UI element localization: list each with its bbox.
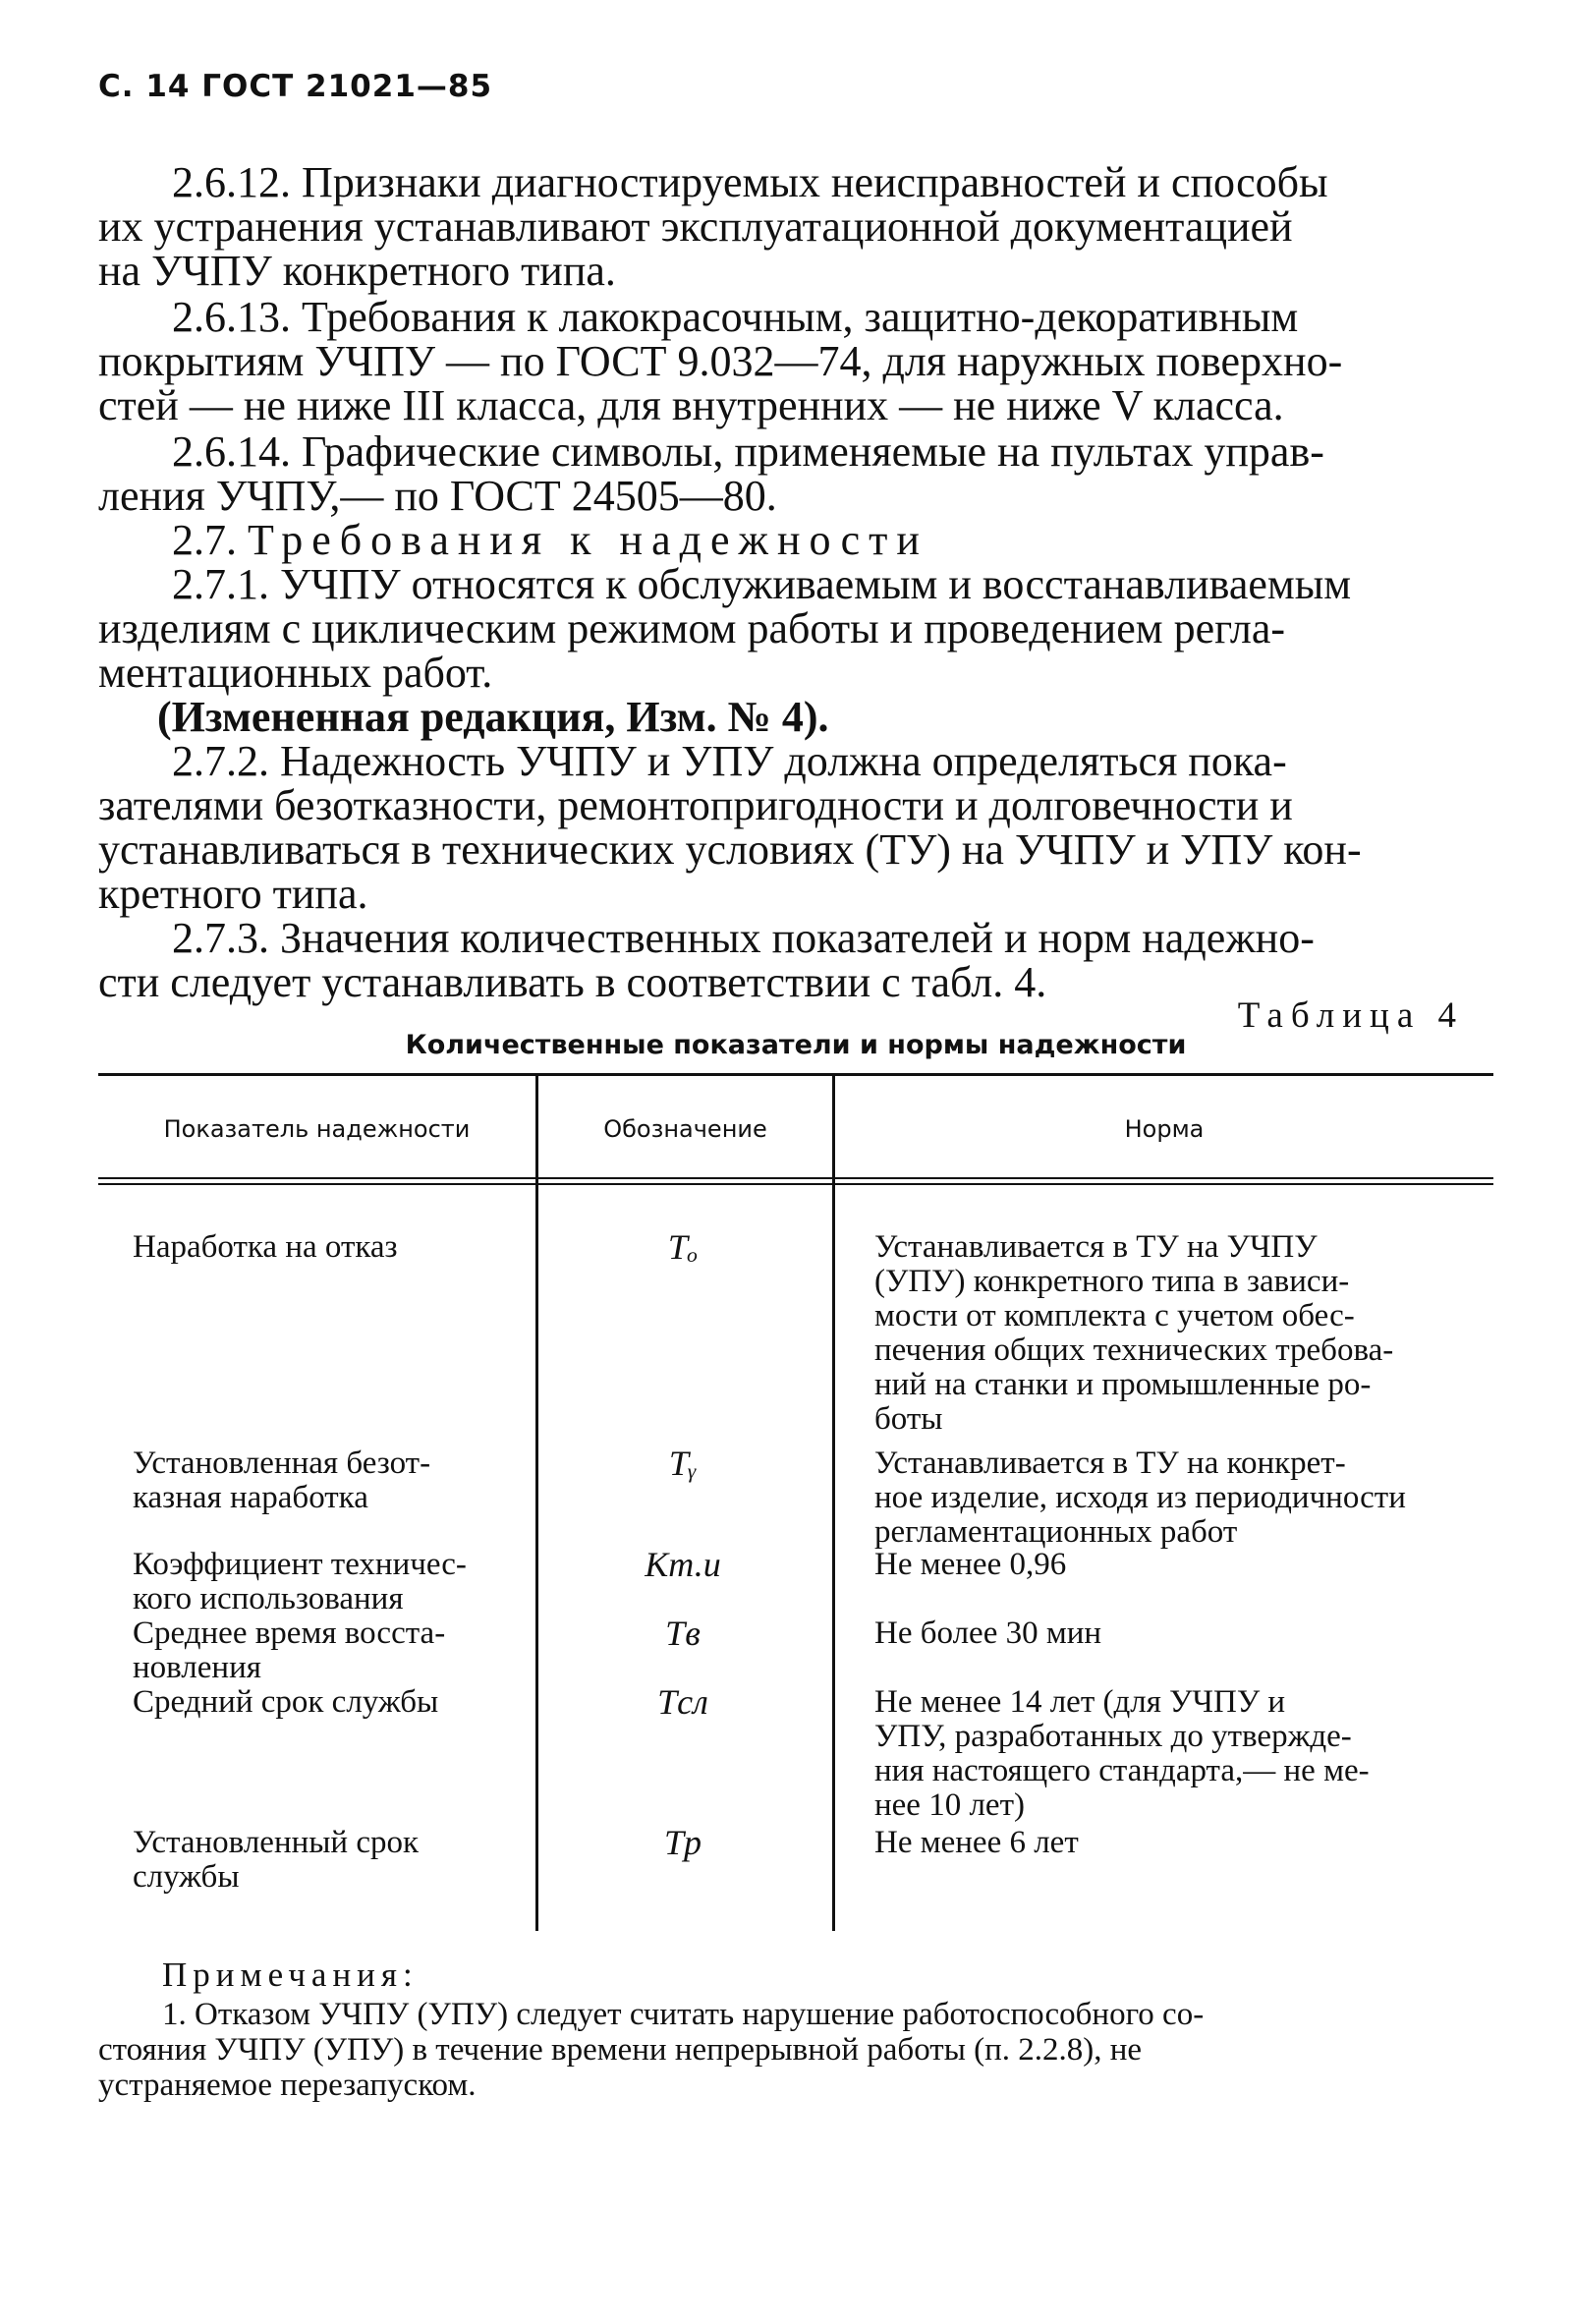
cell-line: Не менее 6 лет [874, 1825, 1079, 1860]
table-cell-norm [874, 1826, 1493, 1860]
notes-heading: Примечания: [162, 1956, 419, 1994]
page-header: С. 14 ГОСТ 21021—85 [98, 69, 493, 104]
table-cell-norm [874, 1616, 1493, 1651]
text-line: сти следует устанавливать в соответствии с табл. 4. [98, 958, 1047, 1006]
table-cell-indicator [133, 1548, 516, 1616]
cell-line: Не более 30 мин [874, 1615, 1102, 1651]
note-line: 1. Отказом УЧПУ (УПУ) следует считать нарушение работоспособного со- [162, 1997, 1205, 2032]
cell-line: новления [133, 1650, 261, 1685]
paragraph-2-7-1 [98, 562, 1493, 695]
text-line: ментационных работ. [98, 649, 493, 697]
table-cell-symbol: Tв [665, 1614, 701, 1653]
cell-line: мости от комплекта с учетом обес- [874, 1298, 1355, 1333]
note-line: устраняемое перезапуском. [98, 2068, 477, 2103]
table-title: Количественные показатели и нормы надежности [405, 1030, 1187, 1060]
cell-line: регламентационных работ [874, 1514, 1238, 1550]
text-line: 2.7.1. УЧПУ относятся к обслуживаемым и восстанавливаемым [172, 560, 1352, 608]
section-number: 2.7. [172, 516, 237, 564]
cell-line: УПУ, разработанных до утвержде- [874, 1719, 1352, 1754]
paragraph-2-6-12 [98, 160, 1493, 293]
cell-line: печения общих технических требова- [874, 1332, 1394, 1368]
table-cell-symbol: Tᵧ [668, 1444, 698, 1483]
table-top-rule [98, 1073, 1493, 1076]
cell-line: Не менее 0,96 [874, 1547, 1067, 1582]
column-header-indicator: Показатель надежности [163, 1115, 471, 1143]
table-cell-symbol: Tсл [657, 1682, 708, 1722]
section-title: Требования к надежности [248, 516, 928, 564]
header-rule [98, 1177, 1493, 1179]
table-cell-symbol: Kт.и [645, 1545, 721, 1584]
text-line: устанавливаться в технических условиях (ТУ) на УЧПУ и УПУ кон- [98, 825, 1362, 874]
text-line: 2.6.13. Требования к лакокрасочным, защитно-декоративным [172, 293, 1299, 341]
text-line: 2.6.12. Признаки диагностируемых неисправностей и способы [172, 158, 1328, 206]
table-label: Таблица 4 [1237, 995, 1464, 1036]
cell-line: Установленная безот- [133, 1445, 431, 1481]
text-line: на УЧПУ конкретного типа. [98, 247, 616, 295]
table-cell-norm [874, 1548, 1493, 1582]
table-cell-indicator [133, 1616, 516, 1685]
cell-line: ное изделие, исходя из периодичности [874, 1480, 1406, 1515]
cell-line: Среднее время восста- [133, 1615, 446, 1651]
text-line: 2.6.14. Графические символы, применяемые на пультах управ- [172, 427, 1324, 476]
cell-line: боты [874, 1401, 943, 1437]
cell-line: Устанавливается в ТУ на конкрет- [874, 1445, 1346, 1481]
text-line: изделиям с циклическим режимом работы и проведением регла- [98, 604, 1286, 652]
cell-line: службы [133, 1859, 240, 1895]
text-line: их устранения устанавливают эксплуатационной документацией [98, 202, 1293, 251]
column-divider [535, 1076, 538, 1931]
table-cell-norm [874, 1446, 1493, 1550]
table-cell-indicator [133, 1230, 516, 1265]
column-divider [832, 1076, 835, 1931]
cell-line: ний на станки и промышленные ро- [874, 1367, 1372, 1402]
amendment-note [98, 695, 1493, 739]
table-cell-symbol: Tр [663, 1823, 702, 1862]
text-line: 2.7.3. Значения количественных показателей и норм надежно- [172, 914, 1315, 962]
table-cell-norm [874, 1230, 1493, 1437]
cell-line: Наработка на отказ [133, 1229, 398, 1265]
paragraph-2-6-14 [98, 429, 1493, 518]
text-line: (Измененная редакция, Изм. № 4). [157, 693, 829, 741]
text-line: кретного типа. [98, 870, 368, 918]
table-cell-indicator [133, 1826, 516, 1895]
cell-line: Установленный срок [133, 1825, 420, 1860]
text-line: 2.7.2. Надежность УЧПУ и УПУ должна определяться пока- [172, 737, 1287, 785]
text-line: ления УЧПУ,— по ГОСТ 24505—80. [98, 472, 777, 520]
table-cell-indicator [133, 1446, 516, 1515]
notes-text [98, 1997, 1493, 2103]
section-heading-2-7 [98, 518, 1493, 562]
cell-line: Не менее 14 лет (для УЧПУ и [874, 1684, 1286, 1720]
cell-line: Средний срок службы [133, 1684, 439, 1720]
cell-line: казная наработка [133, 1480, 368, 1515]
table-cell-symbol: Tₒ [667, 1227, 699, 1267]
cell-line: нее 10 лет) [874, 1787, 1025, 1823]
table-cell-norm [874, 1685, 1493, 1823]
text-line: стей — не ниже III класса, для внутренних — не ниже V класса. [98, 381, 1284, 429]
header-rule-double [98, 1183, 1493, 1185]
cell-line: (УПУ) конкретного типа в зависи- [874, 1264, 1350, 1299]
cell-line: кого использования [133, 1581, 404, 1616]
paragraph-2-7-3 [98, 916, 1493, 1004]
note-line: стояния УЧПУ (УПУ) в течение времени непрерывной работы (п. 2.2.8), не [98, 2032, 1143, 2068]
column-header-symbol: Обозначение [603, 1115, 767, 1143]
text-line: покрытиям УЧПУ — по ГОСТ 9.032—74, для наружных поверхно- [98, 337, 1343, 385]
cell-line: Коэффициент техничес- [133, 1547, 467, 1582]
paragraph-2-6-13 [98, 295, 1493, 427]
paragraph-2-7-2 [98, 739, 1493, 916]
table-cell-indicator [133, 1685, 516, 1720]
cell-line: ния настоящего стандарта,— не ме- [874, 1753, 1370, 1788]
cell-line: Устанавливается в ТУ на УЧПУ [874, 1229, 1318, 1265]
column-header-norm: Норма [1124, 1115, 1205, 1143]
text-line: зателями безотказности, ремонтопригодности и долговечности и [98, 781, 1293, 829]
